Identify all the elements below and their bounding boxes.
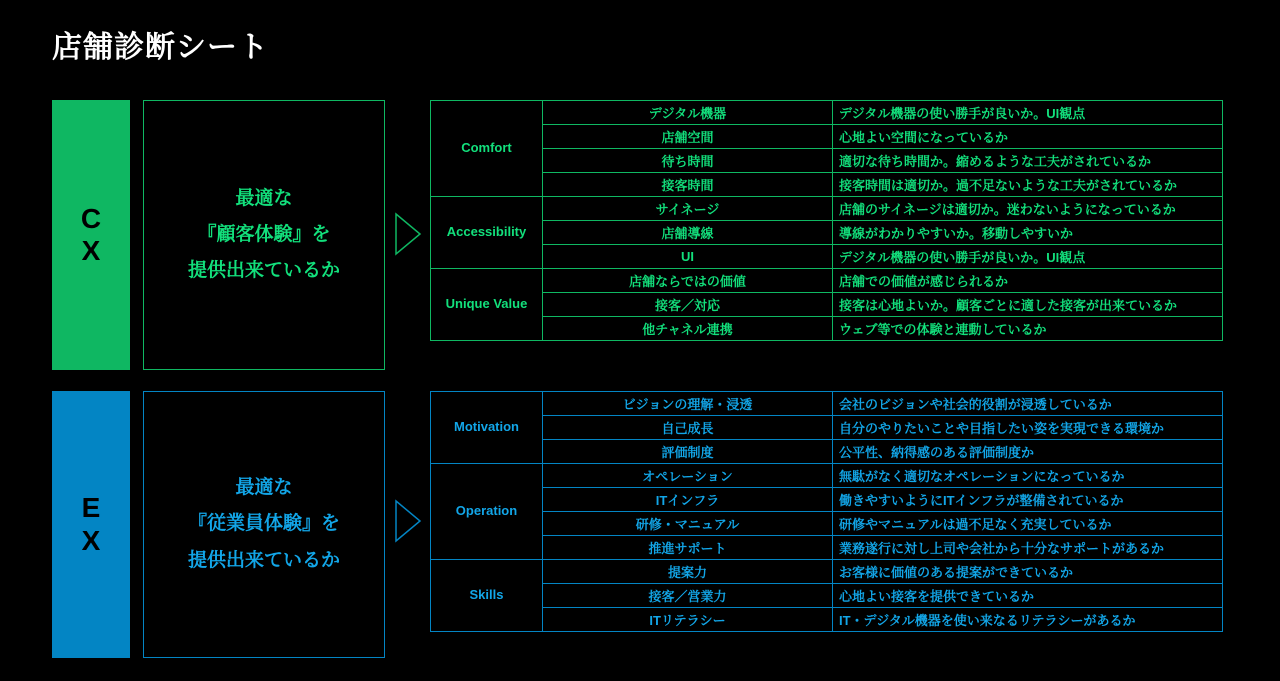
desc-cell: デジタル機器の使い勝手が良いか。UI観点 xyxy=(833,245,1223,269)
desc-cell: お客様に価値のある提案ができているか xyxy=(833,560,1223,584)
item-cell: 推進サポート xyxy=(543,536,833,560)
statement-box-ex xyxy=(143,391,385,658)
desc-cell: 適切な待ち時間か。縮めるような工夫がされているか xyxy=(833,149,1223,173)
desc-cell: 店舗のサイネージは適切か。迷わないようになっているか xyxy=(833,197,1223,221)
desc-cell: 店舗での価値が感じられるか xyxy=(833,269,1223,293)
statement-box-cx xyxy=(143,100,385,370)
matrix-table-ex xyxy=(430,391,1223,632)
statement-line: 提供出来ているか xyxy=(187,260,340,282)
section-ex xyxy=(0,391,1280,658)
axis-badge-ex xyxy=(52,391,130,658)
desc-cell: 自分のやりたいことや目指したい姿を実現できる環境か xyxy=(833,416,1223,440)
table-row xyxy=(431,416,1223,440)
category-cell: Skills xyxy=(431,560,543,632)
axis-badge-line: X xyxy=(81,524,101,556)
item-cell: サイネージ xyxy=(543,197,833,221)
table-row xyxy=(431,269,1223,293)
table-row xyxy=(431,149,1223,173)
item-cell: 提案力 xyxy=(543,560,833,584)
matrix-table-cx xyxy=(430,100,1223,341)
table-row xyxy=(431,101,1223,125)
table-row xyxy=(431,293,1223,317)
category-cell: Comfort xyxy=(431,101,543,197)
item-cell: 接客時間 xyxy=(543,173,833,197)
item-cell: 接客／営業力 xyxy=(543,584,833,608)
desc-cell: 業務遂行に対し上司や会社から十分なサポートがあるか xyxy=(833,536,1223,560)
statement-line: 『顧客体験』を xyxy=(197,223,331,245)
desc-cell: 接客は心地よいか。顧客ごとに適した接客が出来ているか xyxy=(833,293,1223,317)
axis-badge-line: E xyxy=(81,492,101,524)
item-cell: 待ち時間 xyxy=(543,149,833,173)
table-row xyxy=(431,584,1223,608)
item-cell: UI xyxy=(543,245,833,269)
desc-cell: 心地よい接客を提供できているか xyxy=(833,584,1223,608)
desc-cell: 公平性、納得感のある評価制度か xyxy=(833,440,1223,464)
category-cell: Accessibility xyxy=(431,197,543,269)
item-cell: オペレーション xyxy=(543,464,833,488)
table-row xyxy=(431,560,1223,584)
item-cell: ビジョンの理解・浸透 xyxy=(543,392,833,416)
desc-cell: 心地よい空間になっているか xyxy=(833,125,1223,149)
desc-cell: 働きやすいようにITインフラが整備されているか xyxy=(833,488,1223,512)
statement-line: 『従業員体験』を xyxy=(187,513,340,535)
item-cell: 他チャネル連携 xyxy=(543,317,833,341)
item-cell: 店舗ならではの価値 xyxy=(543,269,833,293)
desc-cell: 導線がわかりやすいか。移動しやすいか xyxy=(833,221,1223,245)
category-cell: Unique Value xyxy=(431,269,543,341)
section-cx xyxy=(0,100,1280,370)
table-row xyxy=(431,512,1223,536)
desc-cell: 無駄がなく適切なオペレーションになっているか xyxy=(833,464,1223,488)
item-cell: 店舗空間 xyxy=(543,125,833,149)
item-cell: 研修・マニュアル xyxy=(543,512,833,536)
table-row xyxy=(431,221,1223,245)
page-title: 店舗診断シート xyxy=(52,31,269,64)
axis-badge-line: C xyxy=(80,202,102,234)
table-row xyxy=(431,245,1223,269)
desc-cell: 研修やマニュアルは過不足なく充実しているか xyxy=(833,512,1223,536)
desc-cell: IT・デジタル機器を使い来なるリテラシーがあるか xyxy=(833,608,1223,632)
table-row xyxy=(431,536,1223,560)
statement-line: 提供出来ているか xyxy=(187,549,340,571)
statement-line: 最適な xyxy=(235,187,293,209)
table-row xyxy=(431,173,1223,197)
table-row xyxy=(431,317,1223,341)
item-cell: 評価制度 xyxy=(543,440,833,464)
arrow-icon-ex xyxy=(394,499,422,548)
statement-text-ex xyxy=(188,470,340,578)
table-row xyxy=(431,464,1223,488)
arrow-icon-cx xyxy=(394,212,422,261)
desc-cell: 会社のビジョンや社会的役割が浸透しているか xyxy=(833,392,1223,416)
axis-badge-label-cx xyxy=(81,203,101,267)
axis-badge-label-ex xyxy=(82,492,101,556)
desc-cell: ウェブ等での体験と連動しているか xyxy=(833,317,1223,341)
category-cell: Motivation xyxy=(431,392,543,464)
desc-cell: 接客時間は適切か。過不足ないような工夫がされているか xyxy=(833,173,1223,197)
statement-line: 最適な xyxy=(235,477,293,499)
item-cell: ITリテラシー xyxy=(543,608,833,632)
statement-text-cx xyxy=(188,181,340,289)
item-cell: ITインフラ xyxy=(543,488,833,512)
axis-badge-line: X xyxy=(81,235,101,266)
item-cell: デジタル機器 xyxy=(543,101,833,125)
item-cell: 自己成長 xyxy=(543,416,833,440)
table-row xyxy=(431,608,1223,632)
table-row xyxy=(431,392,1223,416)
table-row xyxy=(431,125,1223,149)
table-row xyxy=(431,440,1223,464)
axis-badge-cx xyxy=(52,100,130,370)
desc-cell: デジタル機器の使い勝手が良いか。UI観点 xyxy=(833,101,1223,125)
table-row xyxy=(431,197,1223,221)
item-cell: 店舗導線 xyxy=(543,221,833,245)
category-cell: Operation xyxy=(431,464,543,560)
table-row xyxy=(431,488,1223,512)
item-cell: 接客／対応 xyxy=(543,293,833,317)
